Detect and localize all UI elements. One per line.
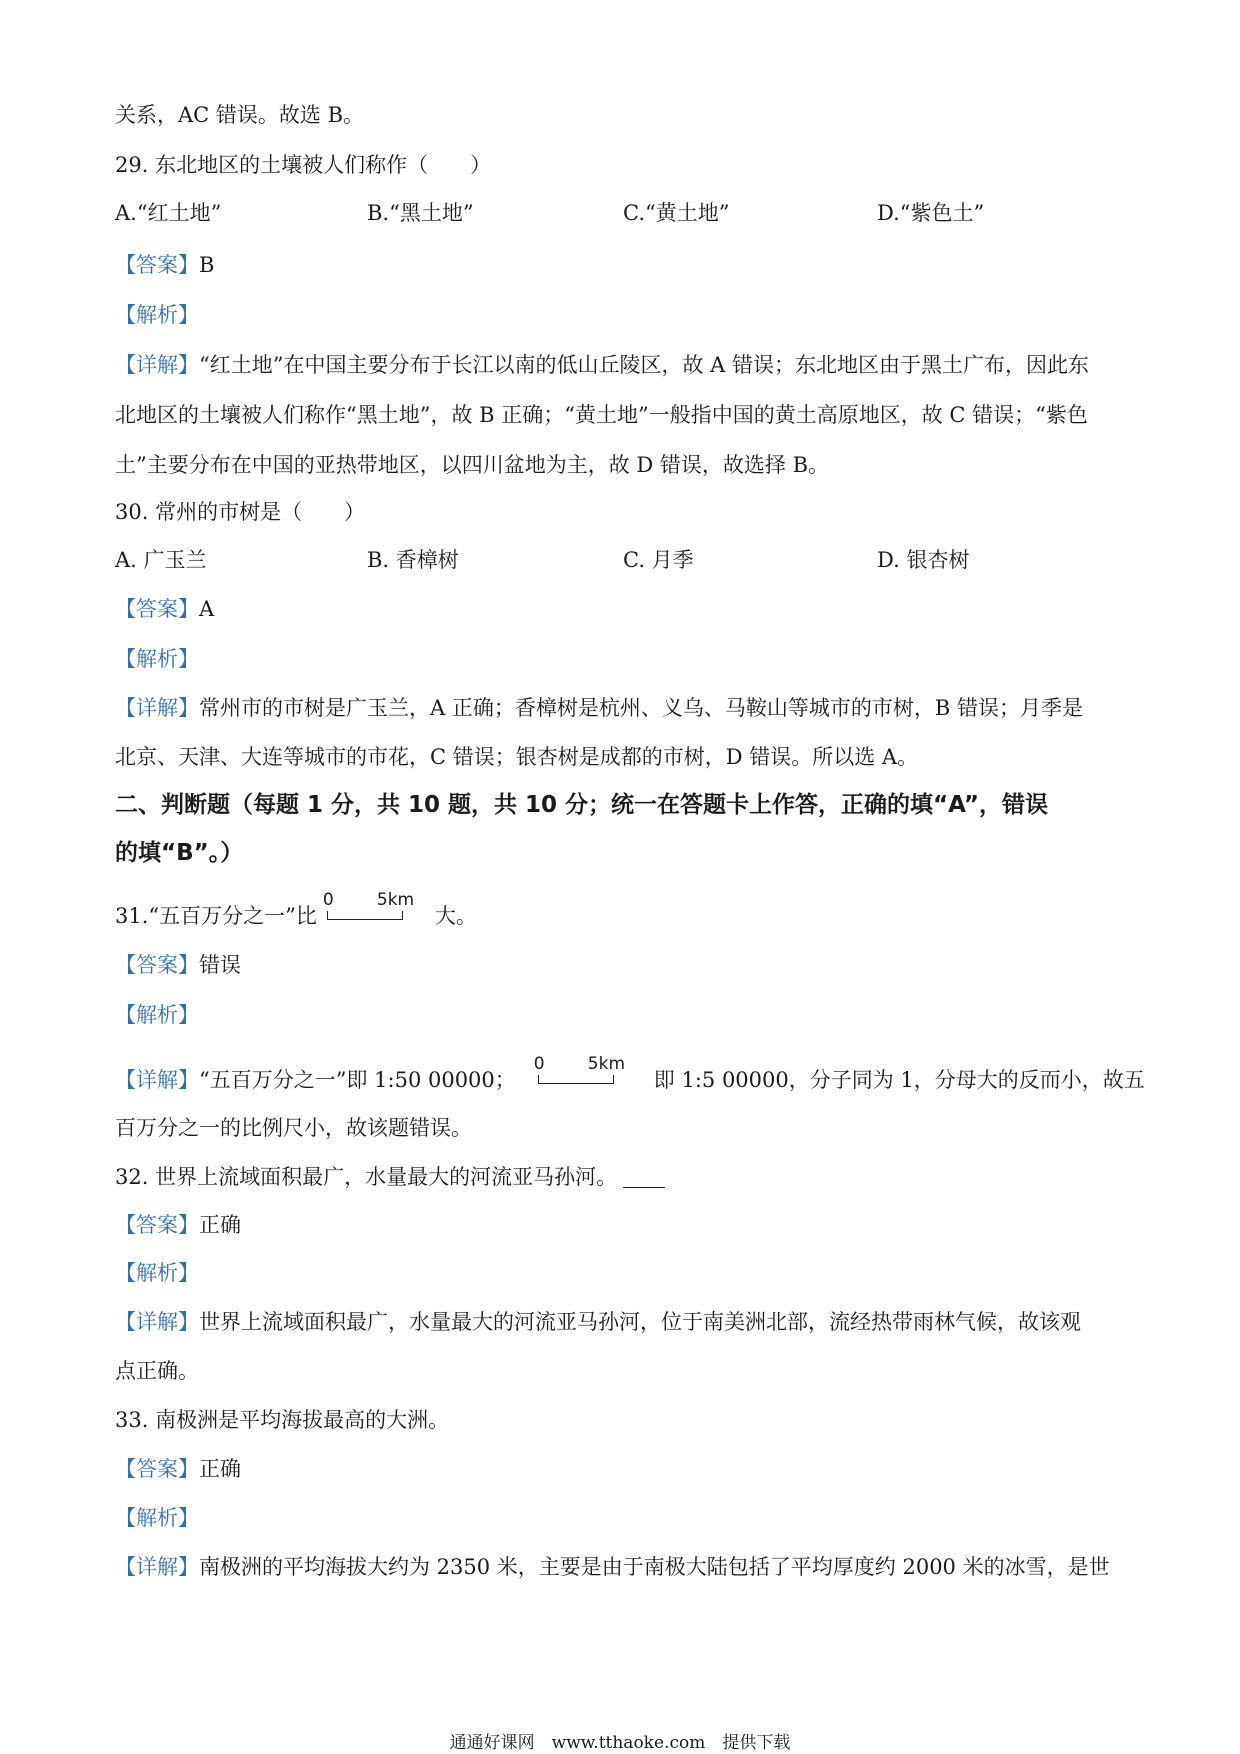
answer-value: 正确	[199, 1457, 241, 1481]
q32-analysis-tag: 【解析】	[115, 1261, 199, 1285]
q29-detail-line-2: 北地区的土壤被人们称作“黑土地”，故 B 正确；“黄土地”一般指中国的黄土高原地区，故 C 错误；“紫色	[115, 403, 1088, 427]
q31-stem: 31.“五百万分之一”比 0 5km 大。	[115, 890, 477, 928]
q30-option-b: B. 香樟树	[367, 548, 459, 572]
section-heading-line-1: 二、判断题（每题 1 分，共 10 题，共 10 分；统一在答题卡上作答，正确的填“A”，错误	[115, 792, 1048, 818]
detail-tag: 【详解】	[115, 1068, 199, 1092]
detail-tag: 【详解】	[115, 1310, 199, 1334]
q29-answer	[115, 250, 1130, 280]
q30-option-a: A. 广玉兰	[115, 548, 207, 572]
q29-option-d: D.“紫色土”	[877, 201, 985, 225]
q30-option-d: D. 银杏树	[877, 548, 970, 572]
answer-value: B	[199, 253, 215, 277]
answer-value: A	[199, 597, 215, 621]
answer-tag: 【答案】	[115, 1457, 199, 1481]
q31-detail-line-1: 【详解】“五百万分之一”即 1:50 00000； 0 5km 即 1:5 00000，分子同为 1，分母大的反而小，故五	[115, 1054, 1145, 1092]
q31-answer	[115, 950, 1130, 980]
detail-tag: 【详解】	[115, 353, 199, 377]
answer-value: 正确	[199, 1213, 241, 1237]
q31-detail-line-2: 百万分之一的比例尺小，故该题错误。	[115, 1116, 472, 1140]
answer-tag: 【答案】	[115, 597, 199, 621]
q32-answer	[115, 1210, 1130, 1240]
q29-detail-line-1: 【详解】“红土地”在中国主要分布于长江以南的低山丘陵区，故 A 错误；东北地区由于黑土广布，因此东	[115, 353, 1089, 377]
answer-blank	[623, 1169, 665, 1188]
q30-detail-line-1: 【详解】常州市的市树是广玉兰，A 正确；香樟树是杭州、义乌、马鞍山等城市的市树，B 错误；月季是	[115, 696, 1083, 720]
q31-analysis-tag: 【解析】	[115, 1003, 199, 1027]
q29-analysis-tag: 【解析】	[115, 303, 199, 327]
detail-tag: 【详解】	[115, 1555, 199, 1579]
q30-option-c: C. 月季	[623, 548, 694, 572]
q29-option-a: A.“红土地”	[115, 201, 222, 225]
q32-stem: 32. 世界上流域面积最广，水量最大的河流亚马孙河。	[115, 1162, 1130, 1192]
q30-analysis-tag: 【解析】	[115, 647, 199, 671]
q32-detail-line-1: 【详解】世界上流域面积最广，水量最大的河流亚马孙河，位于南美洲北部，流经热带雨林气候，故该观	[115, 1310, 1081, 1334]
q33-analysis-tag: 【解析】	[115, 1506, 199, 1530]
scale-bar-icon: 0 5km	[323, 893, 413, 929]
page-footer: 通通好课网 www.tthaoke.com 提供下载	[449, 1733, 791, 1753]
q30-stem: 30. 常州的市树是（ ）	[115, 500, 366, 524]
scale-bar-icon: 0 5km	[534, 1057, 624, 1093]
q29-option-b: B.“黑土地”	[367, 201, 474, 225]
prev-answer-tail: 关系，AC 错误。故选 B。	[115, 103, 365, 127]
q33-stem: 33. 南极洲是平均海拔最高的大洲。	[115, 1408, 450, 1432]
q29-stem: 29. 东北地区的土壤被人们称作（ ）	[115, 153, 492, 177]
q33-detail-line-1: 【详解】南极洲的平均海拔大约为 2350 米，主要是由于南极大陆包括了平均厚度约 2000 米的冰雪，是世	[115, 1555, 1110, 1579]
answer-value: 错误	[199, 953, 241, 977]
answer-tag: 【答案】	[115, 253, 199, 277]
q29-detail-line-3: 土”主要分布在中国的亚热带地区，以四川盆地为主，故 D 错误，故选择 B。	[115, 453, 830, 477]
q32-detail-line-2: 点正确。	[115, 1359, 199, 1383]
answer-tag: 【答案】	[115, 1213, 199, 1237]
detail-tag: 【详解】	[115, 696, 199, 720]
q30-detail-line-2: 北京、天津、大连等城市的市花，C 错误；银杏树是成都的市树，D 错误。所以选 A。	[115, 745, 919, 769]
q29-option-c: C.“黄土地”	[623, 201, 730, 225]
q30-answer	[115, 594, 1130, 624]
answer-tag: 【答案】	[115, 953, 199, 977]
q33-answer	[115, 1454, 1130, 1484]
section-heading-line-2: 的填“B”。）	[115, 840, 244, 866]
